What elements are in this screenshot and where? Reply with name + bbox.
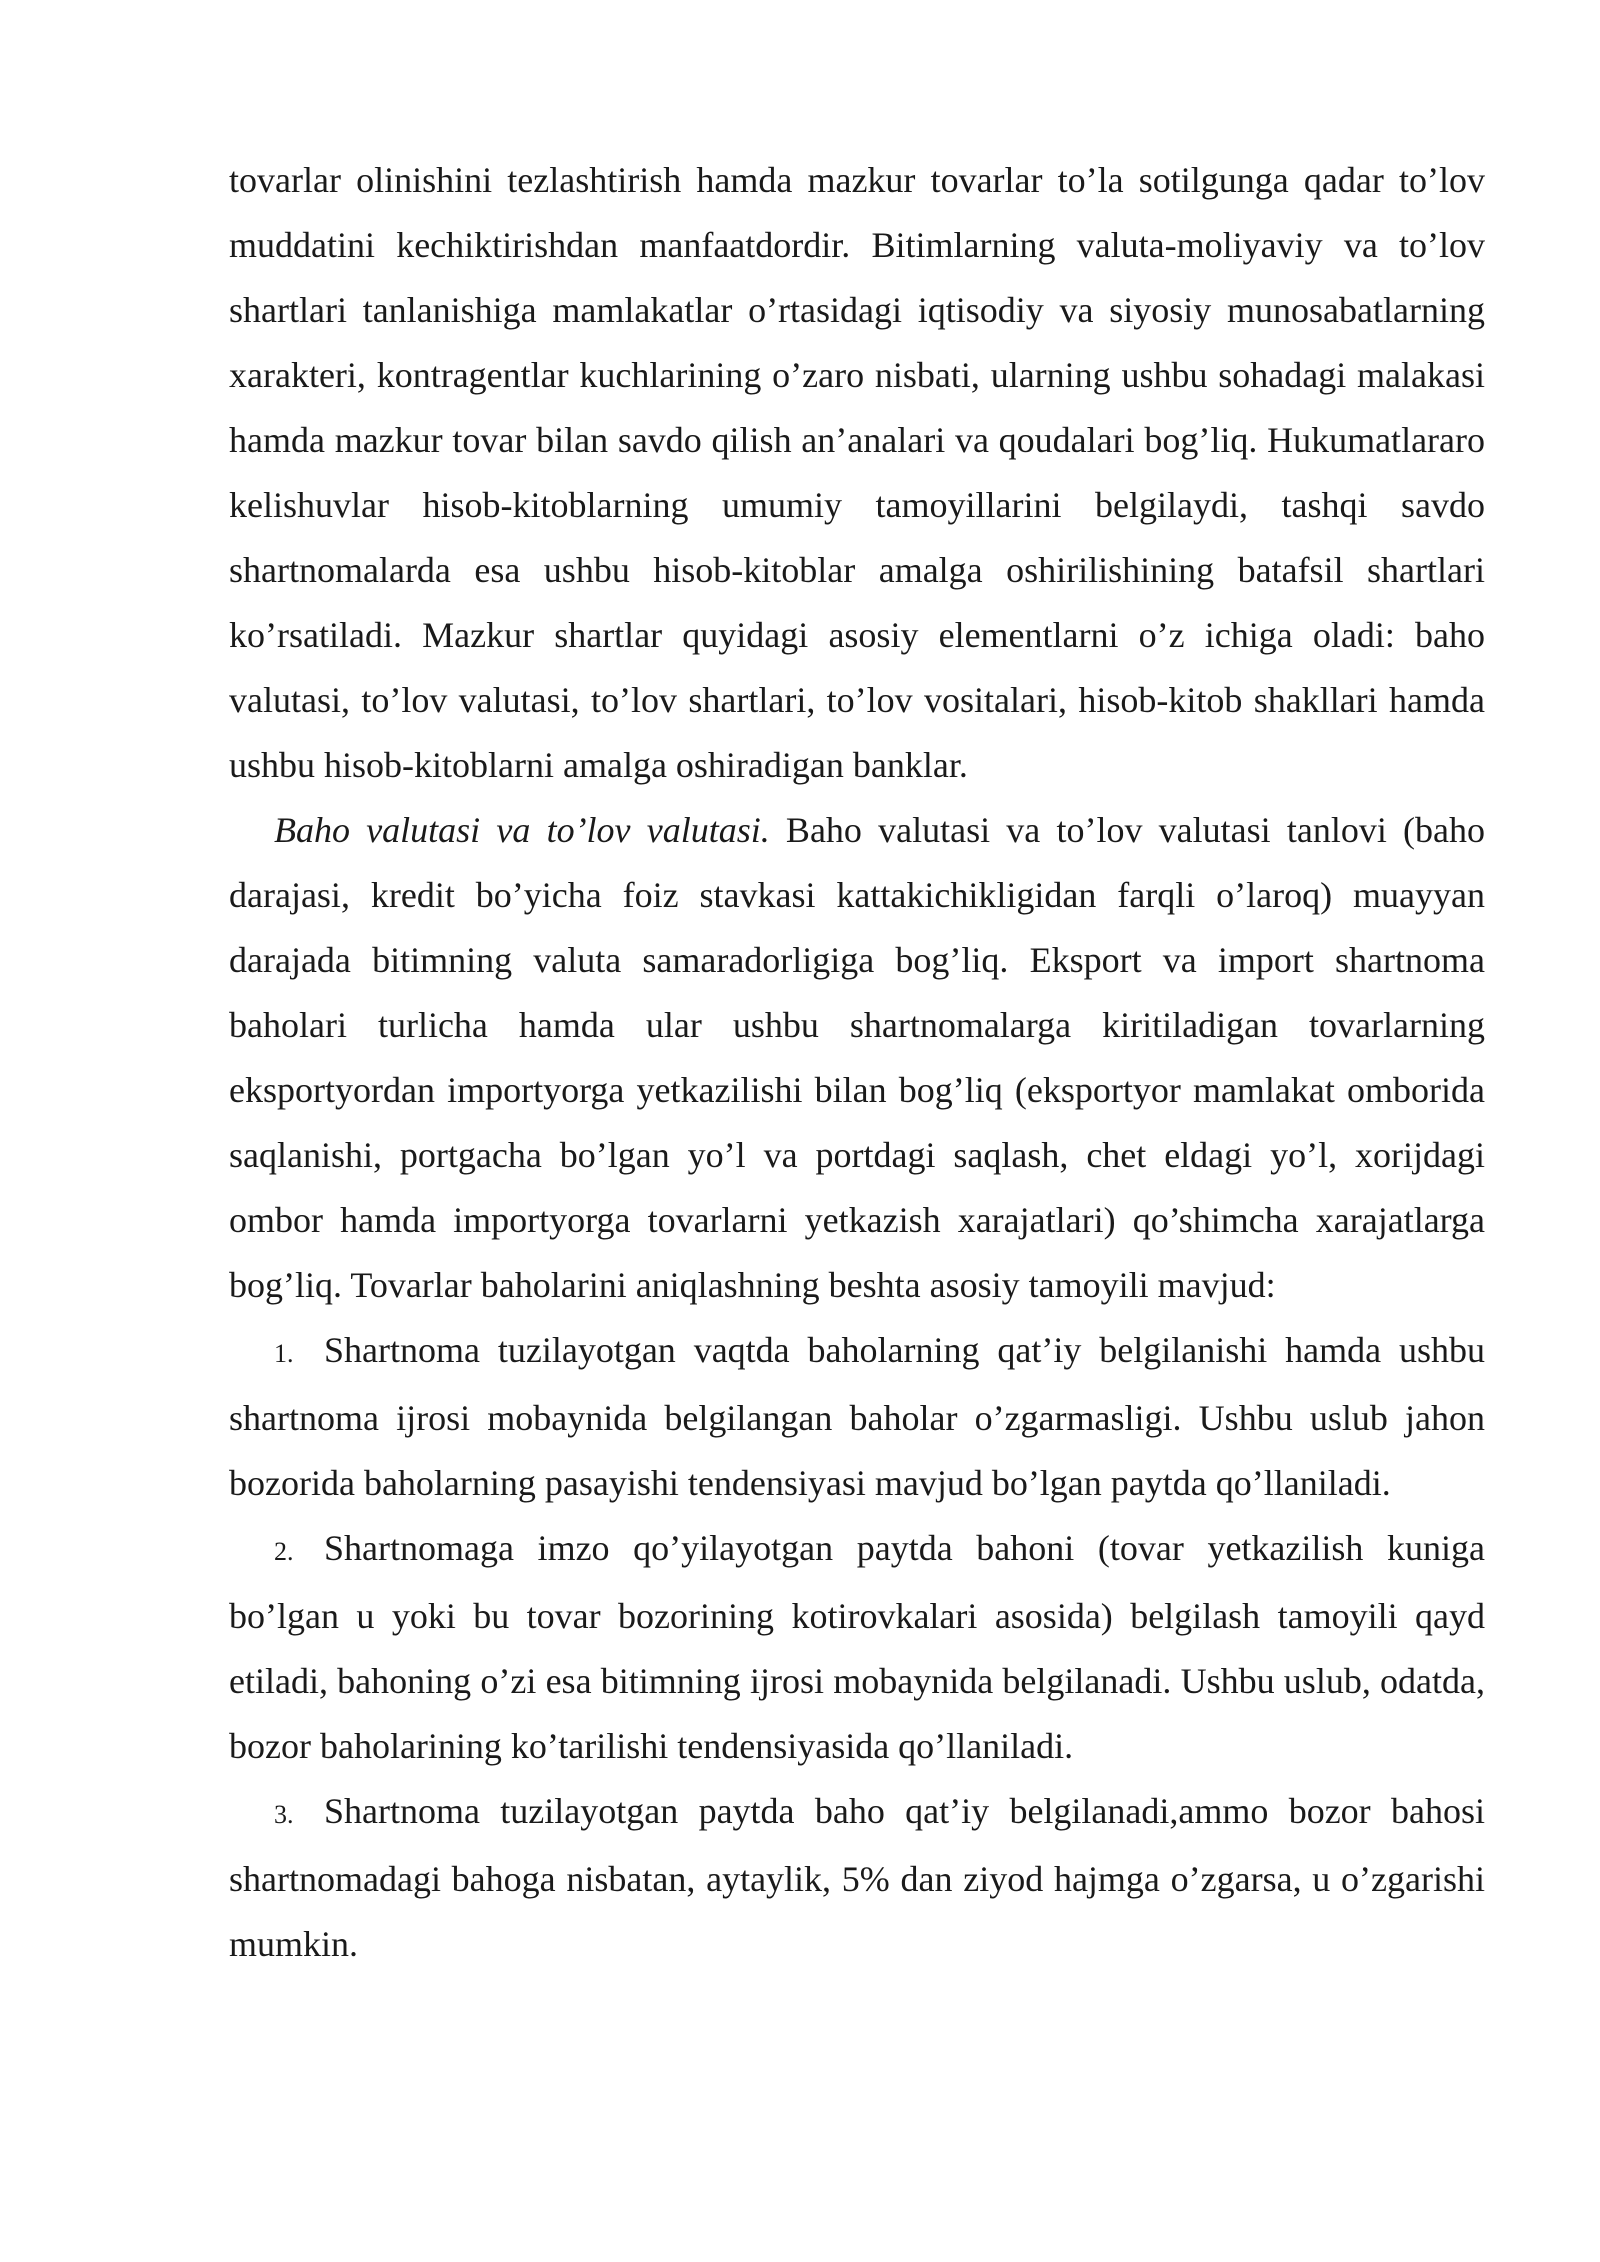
paragraph-1: tovarlar olinishini tezlashtirish hamda mazkur tovarlar to’la sotilgunga qadar to’lov muddatini kechiktirishdan manfaatdordir. Bitimlarning valuta-moliyaviy va to’lov shartlari tanlanishiga mamlakatlar o’rtasidagi iqtisodiy va siyosiy munosabatlarning xarakteri, kontragentlar kuchlarining o’zaro nisbati, ularning ushbu sohadagi malakasi hamda mazkur tovar bilan savdo qilish an’analari va qoudalari bog’liq. Hukumatlararo kelishuvlar hisob-kitoblarning umumiy tamoyillarini belgilaydi, tashqi savdo shartnomalarda esa ushbu hisob-kitoblar amalga oshirilishining batafsil shartlari ko’rsatiladi. Mazkur shartlar quyidagi asosiy elementlarni o’z ichiga oladi: baho valutasi, to’lov valutasi, to’lov shartlari, to’lov vositalari, hisob-kitob shakllari hamda ushbu hisob-kitoblarni amalga oshiradigan banklar. [229,160,1485,785]
list-item-number: 1. [274,1339,294,1368]
paragraph-2-heading: Baho valutasi va to’lov valutasi. [274,810,770,850]
paragraph-2 [229,798,1485,1318]
list-item-text: Shartnoma tuzilayotgan vaqtda baholarning qat’iy belgilanishi hamda ushbu shartnoma ijrosi mobaynida belgilangan baholar o’zgarmasligi. Ushbu uslub jahon bozorida baholarning pasayishi tendensiyasi mavjud bo’lgan paytda qo’llaniladi. [229,1330,1485,1503]
list-item-number: 3. [274,1800,294,1829]
list-item-number: 2. [274,1537,294,1566]
document-page [229,148,1485,1977]
list-item-text: Shartnomaga imzo qo’yilayotgan paytda bahoni (tovar yetkazilish kuniga bo’lgan u yoki bu tovar bozorining kotirovkalari asosida) belgilash tamoyili qayd etiladi, bahoning o’zi esa bitimning ijrosi mobaynida belgilanadi. Ushbu uslub, odatda, bozor baholarining ko’tarilishi tendensiyasida qo’llaniladi. [229,1528,1485,1766]
list-item-1 [229,1318,1485,1516]
list-item-text: Shartnoma tuzilayotgan paytda baho qat’iy belgilanadi,ammo bozor bahosi shartnomadagi bahoga nisbatan, aytaylik, 5% dan ziyod hajmga o’zgarsa, u o’zgarishi mumkin. [229,1791,1485,1964]
list-item-3 [229,1779,1485,1977]
paragraph-2-body: Baho valutasi va to’lov valutasi tanlovi (baho darajasi, kredit bo’yicha foiz stavkasi kattakichikligidan farqli o’laroq) muayyan darajada bitimning valuta samaradorligiga bog’liq. Eksport va import shartnoma baholari turlicha hamda ular ushbu shartnomalarga kiritiladigan tovarlarning eksportyordan importyorga yetkazilishi bilan bog’liq (eksportyor mamlakat omborida saqlanishi, portgacha bo’lgan yo’l va portdagi saqlash, chet eldagi yo’l, xorijdagi ombor hamda importyorga tovarlarni yetkazish xarajatlari) qo’shimcha xarajatlarga bog’liq. Tovarlar baholarini aniqlashning beshta asosiy tamoyili mavjud: [229,810,1485,1305]
list-item-2 [229,1516,1485,1779]
